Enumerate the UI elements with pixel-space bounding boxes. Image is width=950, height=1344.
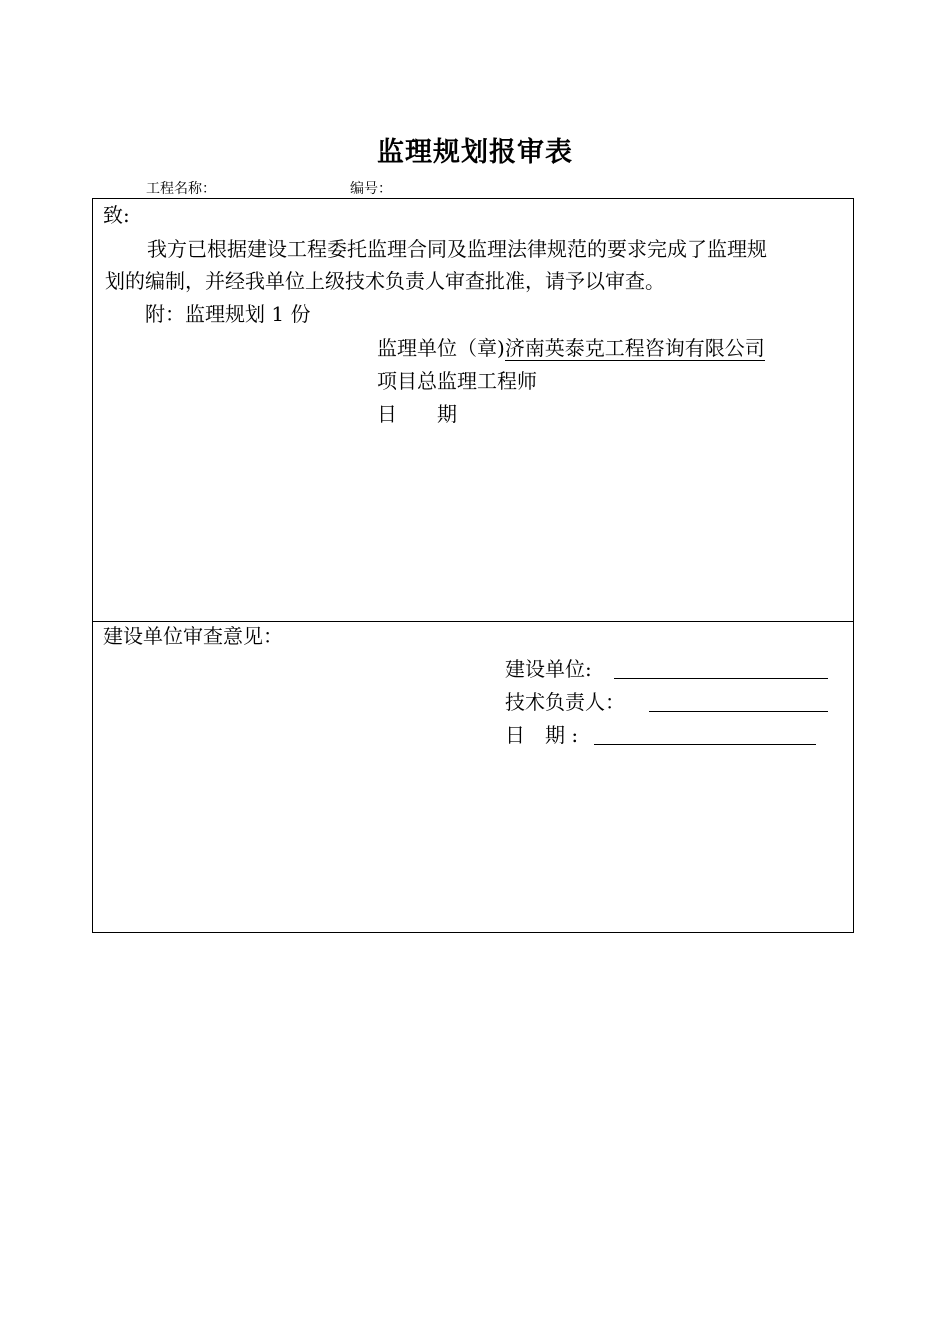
body-text-line-1: 我方已根据建设工程委托监理合同及监理法律规范的要求完成了监理规 [147,237,767,261]
supervision-unit-row [377,336,765,361]
review-date-line[interactable] [594,744,816,745]
project-name-label: 工程名称： [146,181,216,197]
attachment-text: 附：监理规划 1 份 [145,302,311,326]
body-text-line-2: 划的编制，并经我单位上级技术负责人审查批准，请予以审查。 [105,269,665,293]
tech-lead-signature-line[interactable] [649,711,828,712]
number-label: 编号： [350,181,392,197]
supervision-unit-value: 济南英泰克工程咨询有限公司 [504,336,765,360]
owner-opinion-label: 建设单位审查意见： [103,624,283,648]
owner-unit-signature-line[interactable] [614,678,828,679]
review-section [92,621,854,933]
submission-section [92,198,854,622]
date-label: 日 期 [377,402,457,426]
tech-lead-label: 技术负责人： [505,690,625,714]
addressee-label: 致: [103,203,130,227]
supervision-unit-label: 监理单位（章) [377,336,505,360]
chief-engineer-label: 项目总监理工程师 [377,369,537,393]
owner-unit-label: 建设单位: [505,657,592,681]
page-title: 监理规划报审表 [377,137,573,168]
review-date-label: 日 期 : [505,723,579,747]
